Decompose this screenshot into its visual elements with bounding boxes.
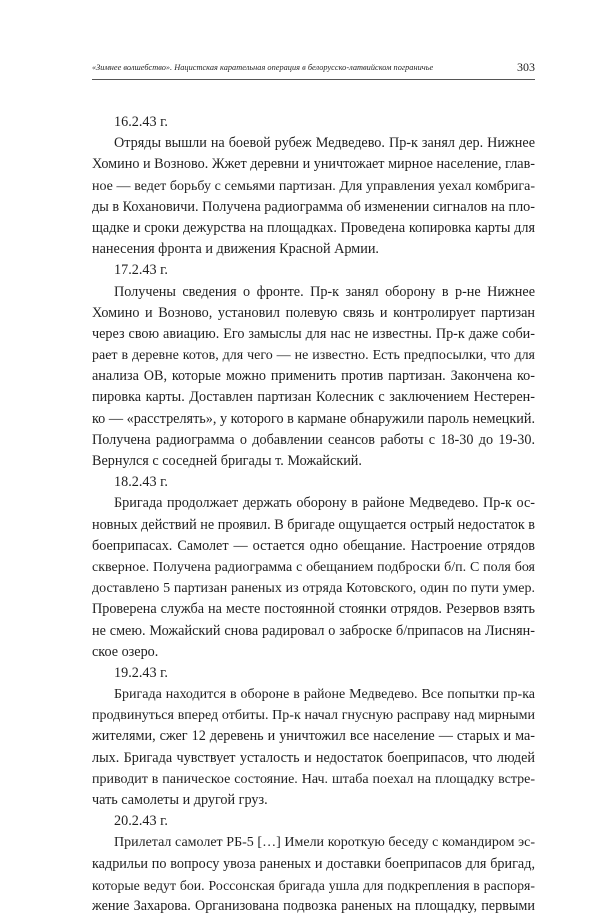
text-line: Бригада продолжает держать оборону в районе Медведево. Пр-к ос- xyxy=(114,495,535,512)
text-line: Получены сведения о фронте. Пр-к занял оборону в р-не Нижнее xyxy=(114,283,535,300)
header-rule xyxy=(92,79,535,80)
text-line: Отряды вышли на боевой рубеж Медведево. Пр-к занял дер. Нижнее xyxy=(114,135,535,152)
text-line: жителями, сжег 12 деревень и уничтожил все население — старых и ма- xyxy=(92,728,535,745)
entry-date: 18.2.43 г. xyxy=(114,474,168,491)
text-line: пировка карты. Доставлен партизан Колесник с заключением Нестерен- xyxy=(92,389,535,406)
text-line: чать самолеты и другой груз. xyxy=(92,792,268,808)
text-line: жение Захарова. Организована подвозка раненых на площадку, первыми xyxy=(92,897,535,914)
text-line: которые ведут бои. Россонская бригада ушла для подкрепления в распоря- xyxy=(92,877,535,893)
text-line: анализа ОВ, которые можно применить против партизан. Закончена ко- xyxy=(92,368,535,385)
text-line: ды в Кохановичи. Получена радиограмма об изменении сигналов на пло- xyxy=(92,198,535,215)
running-header xyxy=(92,60,535,76)
text-line: Проверена служба на месте постоянной стоянки отрядов. Резервов взять xyxy=(92,601,535,618)
text-line: Получена радиограмма о добавлении сеансов работы с 18-30 до 19-30. xyxy=(92,431,535,448)
entry-date: 16.2.43 г. xyxy=(114,114,168,130)
text-line: лых. Бригада чувствует усталость и недостаток боеприпасов, что людей xyxy=(92,749,535,766)
text-line: не смею. Можайский снова радировал о заброске б/припасов на Лиснян- xyxy=(92,622,535,639)
text-line: скверное. Получена радиограмма с обещанием подброски б/п. С поля боя xyxy=(92,559,535,575)
entry-date: 17.2.43 г. xyxy=(114,262,168,279)
page-number: 303 xyxy=(517,60,535,74)
text-line: доставлено 5 партизан раненых из отряда Котовского, один по пути умер. xyxy=(92,581,535,597)
text-line: Вернулся с соседней бригады т. Можайский. xyxy=(92,453,362,469)
text-line: через свою авиацию. Его замыслы для нас не известны. Пр-к даже соби- xyxy=(92,325,535,342)
text-line: кадрильи по вопросу увоза раненых и доставки боеприпасов для бригад, xyxy=(92,855,535,872)
text-line: рает в деревне котов, для чего — не известно. Есть предпосылки, что для xyxy=(92,348,535,364)
text-line: боеприпасах. Самолет — остается одно обещание. Настроение отрядов xyxy=(92,537,535,554)
text-line: ское озеро. xyxy=(92,643,159,660)
text-line: новных действий не проявил. В бригаде ощущается острый недостаток в xyxy=(92,516,535,533)
text-line: приводит в паническое состояние. Нач. штаба поехал на площадку встре- xyxy=(92,771,535,787)
text-line: Прилетал самолет РБ-5 […] Имели короткую беседу с командиром эс- xyxy=(114,835,535,851)
text-line: щадке и сроки дежурства на площадках. Проведена копировка карты для xyxy=(92,219,535,236)
text-line: Хомино и Возново. Жжет деревни и уничтожает мирное население, глав- xyxy=(92,156,535,173)
text-line: нанесения фронта и движения Красной Армии. xyxy=(92,241,379,258)
text-line: Бригада находится в обороне в районе Медведево. Все попытки пр-ка xyxy=(114,687,535,703)
text-line: ко — «расстрелять», у которого в кармане обнаружили пароль немецкий. xyxy=(92,410,535,427)
entry-date: 19.2.43 г. xyxy=(114,664,168,681)
text-line: ное — ведет борьбу с семьями партизан. Для управления уехал комбрига- xyxy=(92,178,535,194)
running-title: «Зимнее волшебство». Нацистская карательная операция в белорусско-латвийском пограничье xyxy=(92,63,434,72)
text-line: продвинуться вперед отбиты. Пр-к начал гнусную расправу над мирными xyxy=(92,708,535,724)
text-line: Хомино и Возново, установил полевую связь и контролирует партизан xyxy=(92,304,535,321)
entry-date: 20.2.43 г. xyxy=(114,813,168,830)
body-text xyxy=(92,112,535,917)
